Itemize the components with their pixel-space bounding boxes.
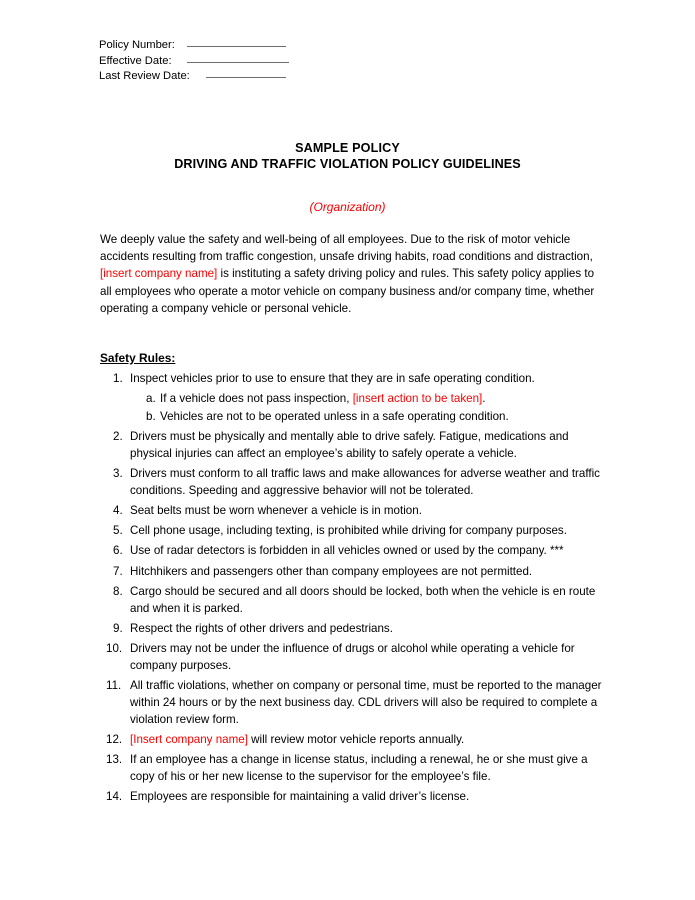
list-item	[100, 428, 602, 462]
list-item	[100, 542, 602, 559]
list-item-text	[130, 731, 602, 748]
list-item	[100, 502, 602, 519]
policy-number-row	[99, 37, 289, 53]
effective-date-row	[99, 53, 289, 69]
list-item-number: 4.	[113, 504, 123, 518]
list-item-number: 7.	[113, 564, 123, 578]
policy-metadata-fields	[99, 37, 289, 84]
policy-number-label: Policy Number:	[99, 39, 175, 51]
list-item-text: If an employee has a change in license status, including a renewal, he or she must give a copy of his or her new license to the supervisor for the employee’s file.	[130, 753, 588, 784]
list-item	[100, 522, 602, 539]
safety-rules-list	[100, 370, 602, 808]
list-item-text: Drivers must conform to all traffic laws and make allowances for adverse weather and traffic conditions. Speeding and aggressive behavior will not be tolerated.	[130, 467, 600, 498]
sub-list-item	[100, 408, 602, 425]
list-item	[100, 583, 602, 617]
list-item-number: 8.	[113, 584, 123, 598]
list-item-text: Drivers must be physically and mentally able to drive safely. Fatigue, medications and physical injuries can affect an employee’s ability to safely operate a vehicle.	[130, 430, 569, 461]
sub-list-item-text	[146, 390, 602, 407]
list-item	[100, 731, 602, 748]
intro-company-placeholder: [insert company name]	[100, 267, 218, 281]
sub-list-item	[100, 390, 602, 407]
intro-text-part2: is instituting a safety driving policy and rules. This safety policy applies to all employees who operate a motor vehicle on company business and/or company time, whether operating a company vehicle or personal vehicle.	[100, 267, 595, 315]
list-item-number: 3.	[113, 467, 123, 481]
intro-paragraph	[100, 231, 597, 317]
effective-date-blank-line[interactable]	[187, 52, 289, 63]
list-item	[100, 563, 602, 580]
list-item-number: 5.	[113, 524, 123, 538]
list-item-number: 2.	[113, 430, 123, 444]
list-item-text: All traffic violations, whether on company or personal time, must be reported to the manager within 24 hours or by the next business day. CDL drivers will also be required to complete a violation review form.	[130, 678, 602, 726]
list-item-text: Hitchhikers and passengers other than company employees are not permitted.	[130, 564, 533, 578]
sub-item-action-placeholder: [insert action to be taken]	[352, 392, 483, 406]
list-item-number: 14.	[106, 790, 123, 804]
list-item	[100, 620, 602, 637]
list-item-text: Employees are responsible for maintaining a valid driver’s license.	[130, 790, 470, 804]
list-item-number: 10.	[106, 641, 123, 655]
list-item-number: 12.	[106, 733, 123, 747]
list-item	[100, 751, 602, 785]
list-item-text: Inspect vehicles prior to use to ensure that they are in safe operating condition.	[130, 372, 535, 385]
sub-list-item-marker: a.	[146, 392, 156, 406]
list-item-number: 11.	[106, 678, 122, 692]
list-item-text: Respect the rights of other drivers and pedestrians.	[130, 621, 393, 635]
document-title-block	[0, 140, 695, 172]
list-item-text: Drivers may not be under the influence of drugs or alcohol while operating a vehicle for company purposes.	[130, 641, 575, 672]
sub-list-item-marker: b.	[146, 410, 156, 424]
list-item	[100, 465, 602, 499]
policy-number-blank-line[interactable]	[187, 36, 286, 47]
last-review-date-blank-line[interactable]	[206, 67, 286, 78]
intro-text-part1: We deeply value the safety and well-being of all employees. Due to the risk of motor vehicle accidents resulting from traffic congestion, unsafe driving habits, road conditions and distraction,	[100, 233, 593, 264]
list-item-text: Use of radar detectors is forbidden in all vehicles owned or used by the company. ***	[130, 544, 564, 558]
list-item	[100, 788, 602, 805]
list-item	[100, 677, 602, 728]
safety-rules-heading: Safety Rules:	[100, 351, 176, 365]
list-item	[100, 640, 602, 674]
list-item-text: Cell phone usage, including texting, is prohibited while driving for company purposes.	[130, 524, 567, 538]
organization-placeholder: (Organization)	[309, 200, 386, 214]
list-item-number: 6.	[113, 544, 123, 558]
list-item-number: 1.	[113, 372, 123, 385]
rule-company-placeholder: [Insert company name]	[130, 733, 248, 747]
list-item-number: 9.	[113, 621, 123, 635]
sub-list	[100, 390, 602, 425]
list-item	[100, 370, 602, 387]
last-review-date-label: Last Review Date:	[99, 70, 190, 83]
sub-item-text-before: If a vehicle does not pass inspection,	[160, 392, 353, 406]
list-item-text: Cargo should be secured and all doors should be locked, both when the vehicle is en route and when it is parked.	[130, 584, 596, 615]
list-item-text: Seat belts must be worn whenever a vehicle is in motion.	[130, 504, 422, 518]
sub-item-text-after: .	[482, 392, 486, 406]
list-item-number: 13.	[106, 753, 123, 767]
rule-text-remainder: will review motor vehicle reports annually.	[247, 733, 465, 747]
document-title-secondary: DRIVING AND TRAFFIC VIOLATION POLICY GUIDELINES	[174, 157, 521, 171]
last-review-date-row	[99, 68, 289, 84]
document-title-primary: SAMPLE POLICY	[295, 141, 400, 155]
effective-date-label: Effective Date:	[99, 54, 172, 67]
sub-list-item-text: Vehicles are not to be operated unless in a safe operating condition.	[160, 410, 509, 424]
